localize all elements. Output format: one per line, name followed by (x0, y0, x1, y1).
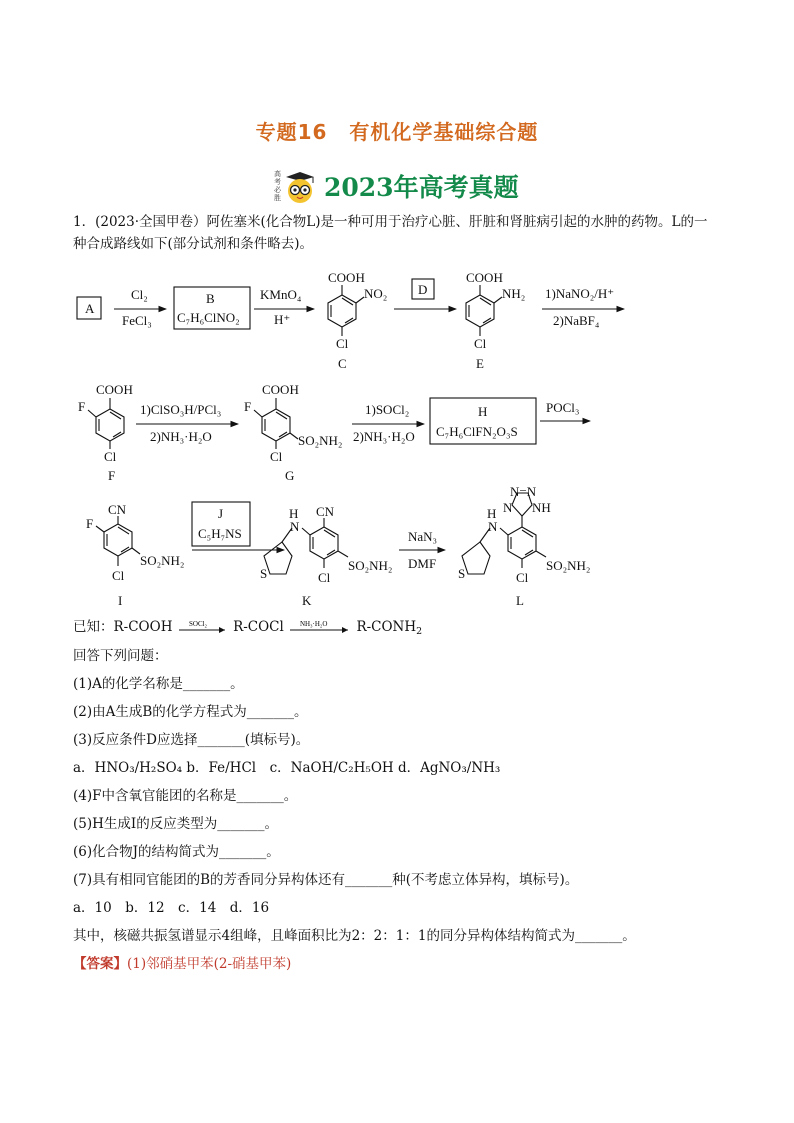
c-no2: NO₂ (364, 286, 388, 301)
g-so2nh2: SO₂NH₂ (298, 433, 343, 448)
k-cn: CN (316, 504, 335, 519)
c-cl: Cl (336, 336, 349, 351)
l-so2nh2: SO₂NH₂ (546, 558, 591, 573)
title-number: 专题16 (255, 120, 328, 144)
badge-char-1: 高 (274, 170, 281, 178)
compound-j-formula: C₅H₇NS (198, 526, 242, 541)
compound-k-label: K (302, 593, 312, 608)
question-5: (5)H生成I的反应类型为_______。 (73, 816, 278, 832)
ring-i (104, 524, 132, 556)
question-1: (1)A的化学名称是_______。 (73, 676, 244, 692)
badge-char-2: 考 (274, 178, 281, 186)
l-n-n: N=N (510, 484, 537, 499)
reagent-nh3-h2o-2: 2)NH₃·H₂O (353, 429, 415, 444)
compound-e-label: E (476, 356, 484, 371)
reagent-dmf: DMF (408, 556, 437, 571)
synthesis-scheme (0, 258, 794, 658)
l-n: N (488, 519, 498, 534)
e-nh2: NH₂ (502, 286, 526, 301)
i-cl: Cl (112, 568, 125, 583)
reagent-socl2: 1)SOCl₂ (365, 402, 410, 417)
k-s: S (260, 566, 268, 581)
f-cooh: COOH (96, 382, 133, 397)
known-r-conh2: R-CONH (356, 619, 417, 635)
compound-f-label: F (108, 468, 116, 483)
compound-j-label: J (218, 506, 224, 521)
reagent-kmno4: KMnO₄ (260, 287, 302, 302)
thiophene-k (264, 542, 292, 574)
l-n-1: N (503, 500, 513, 515)
thiophene-l (462, 542, 490, 574)
condition-d-label: D (418, 282, 428, 297)
l-h: H (487, 506, 497, 521)
reagent-pocl3: POCl₃ (546, 400, 580, 415)
ring-e (466, 295, 494, 327)
known-arrow-1-icon (177, 620, 229, 636)
reagent-nano2: 1)NaNO₂/H⁺ (545, 286, 615, 301)
compound-l-label: L (516, 593, 524, 608)
question-2: (2)由A生成B的化学方程式为_______。 (73, 704, 308, 720)
ring-k (310, 527, 338, 559)
known-sub: 2 (416, 626, 423, 637)
question-3-options: a．HNO₃/H₂SO₄ b．Fe/HCl c．NaOH/C₂H₅OH d．AgNO₃/NH₃ (73, 760, 501, 776)
ring-f (96, 409, 124, 441)
known-r-cocl: R-COCl (233, 619, 284, 635)
compound-g-label: G (285, 468, 295, 483)
reagent-h-plus: H⁺ (274, 312, 291, 327)
answer-label: 【答案】 (73, 956, 127, 972)
question-7-options: a．10 b．12 c．14 d．16 (73, 900, 270, 916)
known-reaction (73, 616, 733, 638)
c-cooh: COOH (328, 270, 365, 285)
ring-c (328, 295, 356, 327)
reagent-nabf4: 2)NaBF₄ (553, 313, 600, 328)
f-cl: Cl (104, 449, 117, 464)
compound-h-label: H (478, 404, 488, 419)
reagent-nh3-h2o-1: 2)NH₃·H₂O (150, 429, 212, 444)
intro-line-1: 1．(2023·全国甲卷）阿佐塞米(化合物L)是一种可用于治疗心脏、肝脏和肾脏病引起的水肿的药物。L的一 (73, 214, 708, 230)
k-h: H (289, 506, 299, 521)
k-so2nh2: SO₂NH₂ (348, 558, 393, 573)
f-fluoro: F (78, 399, 86, 414)
answer-text: (1)邻硝基甲苯(2-硝基甲苯) (127, 956, 292, 972)
g-cl: Cl (270, 449, 283, 464)
compound-a-label: A (85, 301, 95, 316)
k-n: N (290, 519, 300, 534)
g-fluoro: F (244, 399, 252, 414)
i-so2nh2: SO₂NH₂ (140, 553, 185, 568)
question-intro (73, 211, 733, 255)
compound-b-formula: C₇H₆ClNO₂ (177, 310, 240, 325)
known-reagent-1: SOCl₂ (188, 619, 207, 628)
badge-char-3: 必 (274, 186, 281, 194)
i-fluoro: F (86, 516, 94, 531)
l-s: S (458, 566, 466, 581)
reagent-fecl3: FeCl₃ (122, 313, 152, 328)
question-4: (4)F中含氧官能团的名称是_______。 (73, 788, 298, 804)
l-cl: Cl (516, 570, 529, 585)
known-arrow-2-icon (288, 620, 352, 636)
owl-logo-icon (270, 167, 318, 205)
year-banner (270, 166, 519, 206)
compound-i-label: I (118, 593, 123, 608)
compound-c-label: C (338, 356, 347, 371)
page-title (0, 116, 794, 145)
known-reagent-2: NH₃·H₂O (300, 619, 328, 628)
l-nh: NH (532, 500, 551, 515)
badge-char-4: 胜 (274, 194, 281, 202)
e-cl: Cl (474, 336, 487, 351)
reagent-cl2: Cl₂ (131, 287, 148, 302)
ring-l (508, 527, 536, 559)
e-cooh: COOH (466, 270, 503, 285)
question-7: (7)具有相同官能团的B的芳香同分异构体还有_______种(不考虑立体异构，填标号)。 (73, 872, 579, 888)
intro-line-2: 种合成路线如下(部分试剂和条件略去)。 (73, 236, 314, 252)
known-r-cooh: 已知：R-COOH (73, 619, 173, 635)
k-cl: Cl (318, 570, 331, 585)
answer-prompt: 回答下列问题： (73, 648, 168, 664)
title-text: 有机化学基础综合题 (349, 120, 539, 144)
compound-b-label: B (206, 291, 215, 306)
i-cn: CN (108, 502, 127, 517)
question-7-extra: 其中，核磁共振氢谱显示4组峰，且峰面积比为2：2：1：1的同分异构体结构简式为_______。 (73, 928, 636, 944)
ring-g (262, 409, 290, 441)
reagent-nan3: NaN₃ (408, 529, 438, 544)
answer-line (73, 950, 733, 978)
question-6: (6)化合物J的结构简式为_______。 (73, 844, 280, 860)
question-3: (3)反应条件D应选择_______(填标号)。 (73, 732, 310, 748)
g-cooh: COOH (262, 382, 299, 397)
reagent-clso3h: 1)ClSO₃H/PCl₃ (140, 402, 222, 417)
question-list (73, 642, 733, 978)
banner-title: 2023年高考真题 (324, 173, 519, 202)
compound-h-formula: C₇H₆ClFN₂O₃S (436, 424, 518, 439)
